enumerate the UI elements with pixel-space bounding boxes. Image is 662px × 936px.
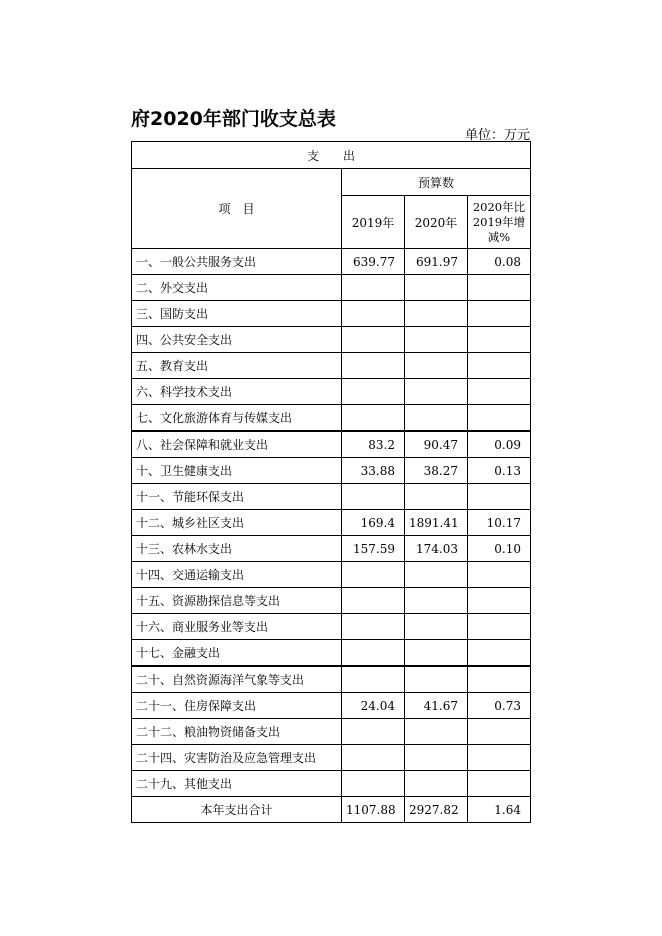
row-item-name: 二十九、其他支出 <box>132 771 342 797</box>
row-value-2019: 33.88 <box>342 458 405 484</box>
total-value-2019: 1107.88 <box>342 797 405 823</box>
row-item-name: 七、文化旅游体育与传媒支出 <box>132 405 342 432</box>
row-value-2020 <box>405 275 468 301</box>
row-value-2020 <box>405 379 468 405</box>
row-change: 0.08 <box>468 249 531 275</box>
row-value-2020: 41.67 <box>405 693 468 719</box>
row-value-2019 <box>342 275 405 301</box>
table-row <box>132 640 531 667</box>
row-item-name: 二十一、住房保障支出 <box>132 693 342 719</box>
row-value-2020 <box>405 719 468 745</box>
total-value-2020: 2927.82 <box>405 797 468 823</box>
table-row <box>132 379 531 405</box>
row-item-name: 四、公共安全支出 <box>132 327 342 353</box>
row-change <box>468 327 531 353</box>
row-value-2019 <box>342 562 405 588</box>
row-item-name: 八、社会保障和就业支出 <box>132 431 342 458</box>
row-item-name: 十七、金融支出 <box>132 640 342 667</box>
row-value-2020 <box>405 640 468 667</box>
row-change <box>468 614 531 640</box>
table-row <box>132 327 531 353</box>
row-value-2019 <box>342 719 405 745</box>
header-row-expenditure <box>132 142 531 169</box>
row-item-name: 十、卫生健康支出 <box>132 458 342 484</box>
row-value-2020 <box>405 771 468 797</box>
row-value-2019: 157.59 <box>342 536 405 562</box>
total-row <box>132 797 531 823</box>
row-change: 0.73 <box>468 693 531 719</box>
table-row <box>132 562 531 588</box>
header-budget: 预算数 <box>342 169 531 196</box>
row-value-2020: 174.03 <box>405 536 468 562</box>
table-row <box>132 588 531 614</box>
table-row <box>132 745 531 771</box>
table-row <box>132 536 531 562</box>
row-value-2020 <box>405 745 468 771</box>
row-change: 0.13 <box>468 458 531 484</box>
row-value-2019 <box>342 353 405 379</box>
row-item-name: 十一、节能环保支出 <box>132 484 342 510</box>
row-item-name: 十二、城乡社区支出 <box>132 510 342 536</box>
row-value-2019 <box>342 771 405 797</box>
row-change: 0.10 <box>468 536 531 562</box>
row-item-name: 二十、自然资源海洋气象等支出 <box>132 666 342 693</box>
row-value-2019 <box>342 745 405 771</box>
row-value-2019 <box>342 666 405 693</box>
table-row <box>132 666 531 693</box>
row-item-name: 一、一般公共服务支出 <box>132 249 342 275</box>
row-item-name: 六、科学技术支出 <box>132 379 342 405</box>
total-label: 本年支出合计 <box>132 797 342 823</box>
row-change <box>468 301 531 327</box>
row-value-2019 <box>342 379 405 405</box>
row-change <box>468 745 531 771</box>
row-value-2020: 1891.41 <box>405 510 468 536</box>
header-row-budget <box>132 169 531 196</box>
row-change <box>468 640 531 667</box>
table-row <box>132 301 531 327</box>
row-value-2020 <box>405 353 468 379</box>
row-value-2019 <box>342 640 405 667</box>
table-row <box>132 458 531 484</box>
table-row <box>132 275 531 301</box>
row-item-name: 二十二、粮油物资储备支出 <box>132 719 342 745</box>
row-change <box>468 588 531 614</box>
row-item-name: 十六、商业服务业等支出 <box>132 614 342 640</box>
row-value-2019 <box>342 327 405 353</box>
row-change: 0.09 <box>468 431 531 458</box>
row-change <box>468 771 531 797</box>
row-value-2020 <box>405 562 468 588</box>
row-item-name: 二十四、灾害防治及应急管理支出 <box>132 745 342 771</box>
row-change <box>468 562 531 588</box>
row-change <box>468 353 531 379</box>
table-row <box>132 405 531 432</box>
row-value-2019 <box>342 301 405 327</box>
table-row <box>132 693 531 719</box>
row-value-2020 <box>405 666 468 693</box>
row-change <box>468 379 531 405</box>
expenditure-table <box>131 141 531 823</box>
total-change: 1.64 <box>468 797 531 823</box>
row-value-2020 <box>405 301 468 327</box>
header-item: 项 目 <box>132 169 342 249</box>
row-change <box>468 666 531 693</box>
row-item-name: 二、外交支出 <box>132 275 342 301</box>
row-item-name: 十四、交通运输支出 <box>132 562 342 588</box>
row-value-2020 <box>405 327 468 353</box>
row-item-name: 十三、农林水支出 <box>132 536 342 562</box>
row-value-2019: 169.4 <box>342 510 405 536</box>
row-change <box>468 275 531 301</box>
row-item-name: 三、国防支出 <box>132 301 342 327</box>
row-value-2019: 24.04 <box>342 693 405 719</box>
row-value-2020 <box>405 588 468 614</box>
table-row <box>132 614 531 640</box>
row-value-2020: 90.47 <box>405 431 468 458</box>
table-row <box>132 771 531 797</box>
row-value-2019: 639.77 <box>342 249 405 275</box>
table-row <box>132 719 531 745</box>
header-2020: 2020年 <box>405 196 468 249</box>
header-change: 2020年比2019年增减% <box>468 196 531 249</box>
page-title: 府2020年部门收支总表 <box>131 108 336 130</box>
row-change <box>468 405 531 432</box>
row-value-2020 <box>405 484 468 510</box>
row-value-2020: 38.27 <box>405 458 468 484</box>
row-value-2019 <box>342 588 405 614</box>
row-value-2019 <box>342 484 405 510</box>
table-row <box>132 510 531 536</box>
row-change <box>468 484 531 510</box>
row-value-2020 <box>405 405 468 432</box>
row-item-name: 五、教育支出 <box>132 353 342 379</box>
row-change: 10.17 <box>468 510 531 536</box>
table-row <box>132 353 531 379</box>
table-row <box>132 484 531 510</box>
row-value-2019 <box>342 614 405 640</box>
table-row <box>132 431 531 458</box>
header-expenditure: 支 出 <box>132 142 531 169</box>
row-value-2019: 83.2 <box>342 431 405 458</box>
table-row <box>132 249 531 275</box>
row-value-2020 <box>405 614 468 640</box>
row-item-name: 十五、资源勘探信息等支出 <box>132 588 342 614</box>
row-change <box>468 719 531 745</box>
header-2019: 2019年 <box>342 196 405 249</box>
row-value-2019 <box>342 405 405 432</box>
unit-label: 单位：万元 <box>464 128 530 143</box>
row-value-2020: 691.97 <box>405 249 468 275</box>
